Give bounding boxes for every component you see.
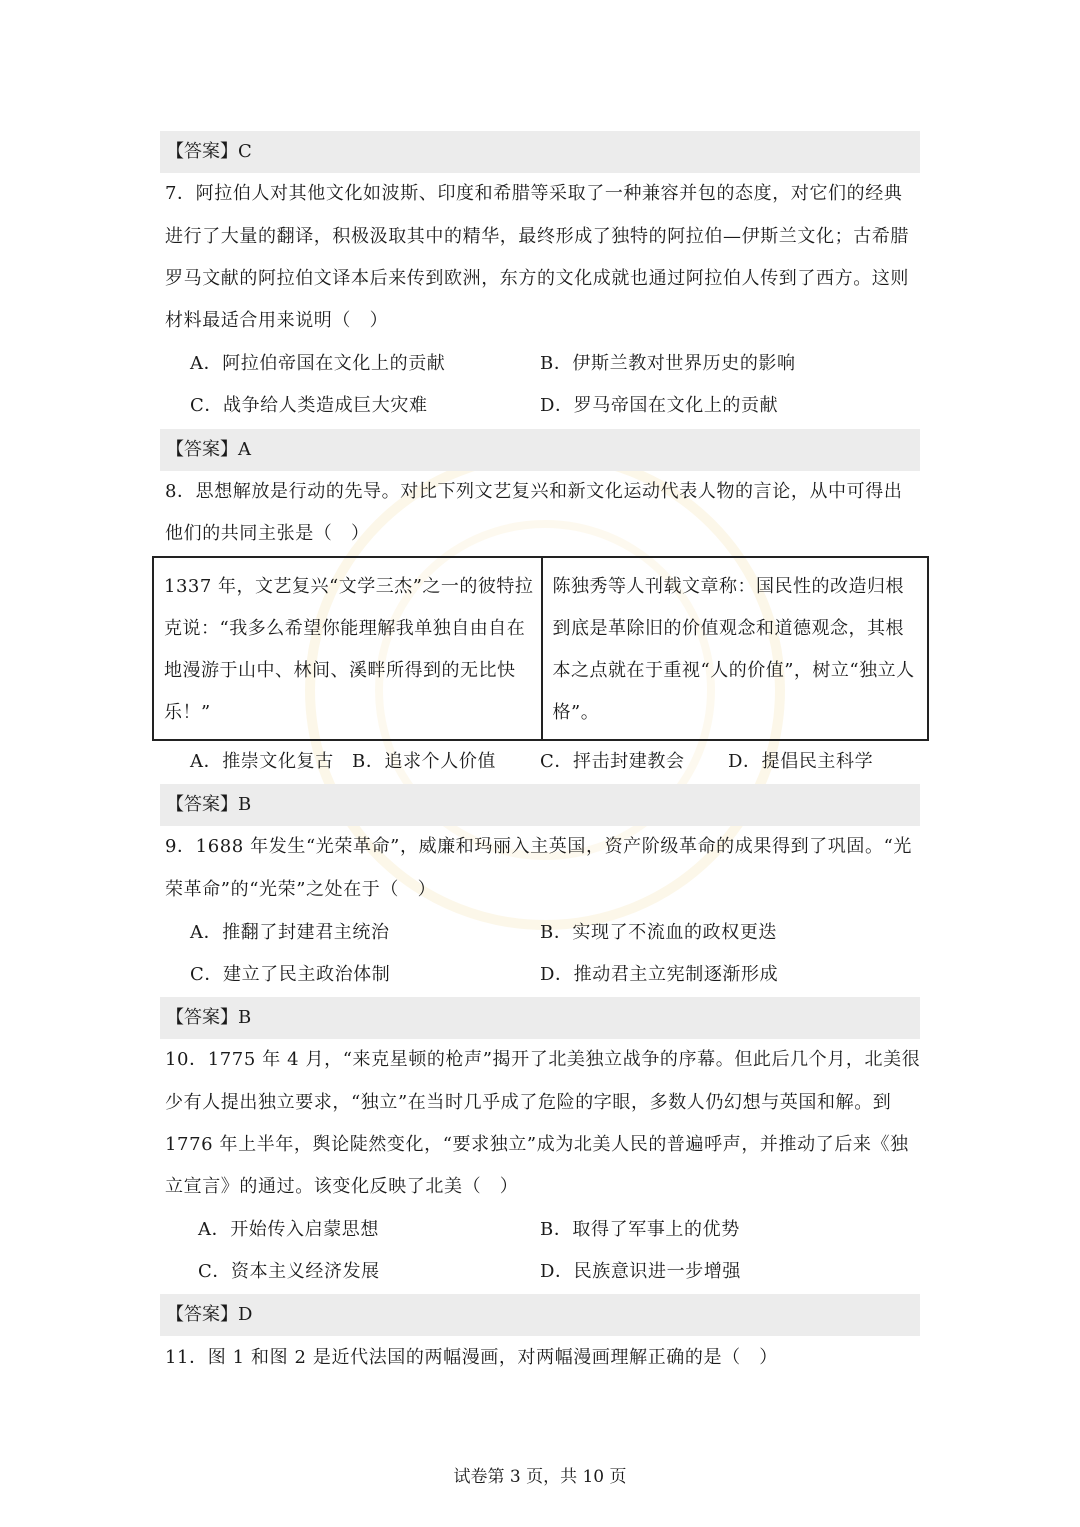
q10-option-b: B．取得了军事上的优势	[540, 1219, 740, 1240]
q7-option-c: C．战争给人类造成巨大灾难	[190, 395, 428, 416]
q9-line-2: 荣革命”的“光荣”之处在于（ ）	[165, 879, 437, 900]
q7-option-d: D．罗马帝国在文化上的贡献	[540, 395, 779, 416]
q10-line-2: 少有人提出独立要求，“独立”在当时几乎成了危险的字眼，多数人仍幻想与英国和解。到	[165, 1092, 892, 1113]
q7-line-2: 进行了大量的翻译，积极汲取其中的精华，最终形成了独特的阿拉伯—伊斯兰文化；古希腊	[165, 226, 909, 247]
q10-option-d: D．民族意识进一步增强	[540, 1261, 742, 1282]
q10-line-1: 10．1775 年 4 月，“来克星顿的枪声”揭开了北美独立战争的序幕。但此后几个月，北美很	[165, 1049, 921, 1070]
q10-line-4: 立宣言》的通过。该变化反映了北美（ ）	[165, 1176, 519, 1197]
quote-cell-petrarch	[154, 558, 541, 739]
answer-9: 【答案】B	[160, 997, 920, 1039]
quote-left-line: 乐！”	[164, 702, 211, 723]
answer-8: 【答案】B	[160, 784, 920, 826]
q10-option-c: C．资本主义经济发展	[198, 1261, 380, 1282]
q9-option-d: D．推动君主立宪制逐渐形成	[540, 964, 779, 985]
q7-line-4: 材料最适合用来说明（ ）	[165, 310, 389, 331]
quote-right-line: 格”。	[552, 702, 600, 723]
answer-10: 【答案】D	[160, 1294, 920, 1336]
q11-line-1: 11．图 1 和图 2 是近代法国的两幅漫画，对两幅漫画理解正确的是（ ）	[165, 1347, 778, 1368]
quote-right-line: 陈独秀等人刊载文章称：国民性的改造归根	[552, 576, 904, 597]
q8-option-d: D．提倡民主科学	[728, 751, 874, 772]
answer-6: 【答案】C	[160, 131, 920, 173]
quote-left-line: 克说：“我多么希望你能理解我单独自由自在	[164, 618, 526, 639]
q8-line-1: 8．思想解放是行动的先导。对比下列文艺复兴和新文化运动代表人物的言论，从中可得出	[165, 481, 903, 502]
quote-right-line: 本之点就在于重视“人的价值”，树立“独立人	[552, 660, 915, 681]
answer-7: 【答案】A	[160, 429, 920, 471]
q9-line-1: 9．1688 年发生“光荣革命”，威廉和玛丽入主英国，资产阶级革命的成果得到了巩固。“光	[165, 836, 912, 857]
q7-line-3: 罗马文献的阿拉伯文译本后来传到欧洲，东方的文化成就也通过阿拉伯人传到了西方。这则	[165, 268, 909, 289]
page-footer: 试卷第 3 页，共 10 页	[453, 1467, 627, 1487]
quote-left-line: 1337 年，文艺复兴“文学三杰”之一的彼特拉	[164, 576, 534, 597]
quote-cell-chen-duxiu	[541, 558, 928, 739]
q8-line-2: 他们的共同主张是（ ）	[165, 523, 370, 544]
q8-option-a: A．推崇文化复古	[190, 751, 334, 772]
q10-option-a: A．开始传入启蒙思想	[198, 1219, 379, 1240]
q8-option-b: B．追求个人价值	[352, 751, 497, 772]
quote-right-line: 到底是革除旧的价值观念和道德观念，其根	[552, 618, 904, 639]
q9-option-c: C．建立了民主政治体制	[190, 964, 391, 985]
q7-option-a: A．阿拉伯帝国在文化上的贡献	[190, 353, 446, 374]
q10-line-3: 1776 年上半年，舆论陡然变化，“要求独立”成为北美人民的普遍呼声，并推动了后来《独	[165, 1134, 909, 1155]
q8-option-c: C．抨击封建教会	[540, 751, 685, 772]
quote-comparison-table	[152, 556, 929, 741]
q7-option-b: B．伊斯兰教对世界历史的影响	[540, 353, 796, 374]
quote-left-line: 地漫游于山中、林间、溪畔所得到的无比快	[164, 660, 516, 681]
q9-option-a: A．推翻了封建君主统治	[190, 922, 390, 943]
q7-line-1: 7．阿拉伯人对其他文化如波斯、印度和希腊等采取了一种兼容并包的态度，对它们的经典	[165, 183, 903, 204]
q9-option-b: B．实现了不流血的政权更迭	[540, 922, 778, 943]
